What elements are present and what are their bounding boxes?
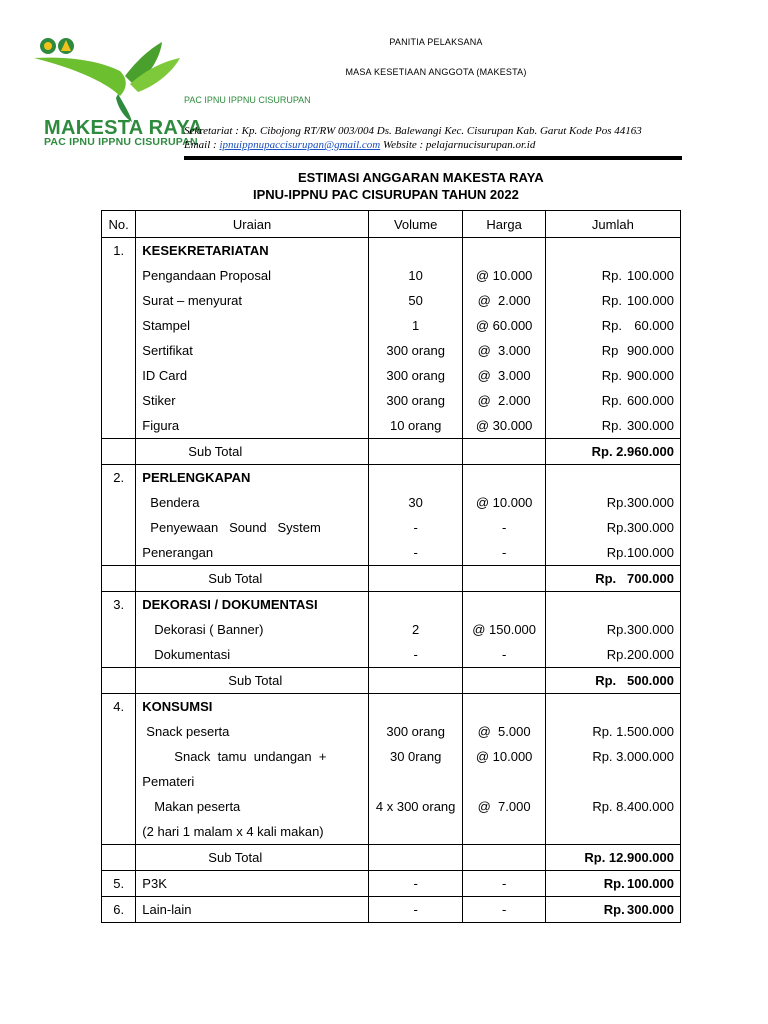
item-jumlah xyxy=(552,263,674,288)
item-jumlah xyxy=(552,515,674,540)
currency: Rp. xyxy=(603,876,625,891)
item-uraian: Figura xyxy=(142,418,180,433)
row-volume: - xyxy=(368,871,463,897)
email-label: Email : xyxy=(184,139,220,151)
row-lain-lain xyxy=(102,897,681,923)
currency: Rp xyxy=(601,343,619,358)
item-harga: @ 150.000 xyxy=(472,622,537,637)
item-volume: 30 xyxy=(408,495,423,510)
row-harga: - xyxy=(463,897,545,923)
section-number: 1. xyxy=(113,243,125,258)
subtotal-amount: Rp. 2.960.000 xyxy=(545,439,680,465)
item-volume: 2 xyxy=(412,622,420,637)
document-subtitle: IPNU-IPPNU PAC CISURUPAN TAHUN 2022 xyxy=(253,187,519,202)
currency: Rp. xyxy=(606,520,627,535)
amount: 300.000 xyxy=(627,495,674,510)
amount: 300.000 xyxy=(627,622,674,637)
item-volume: 4 x 300 orang xyxy=(375,799,456,814)
pac-label: PAC IPNU IPPNU CISURUPAN xyxy=(184,95,311,105)
item-volume: 300 orang xyxy=(386,368,445,383)
item-jumlah: Rp. 3.000.000 xyxy=(592,749,674,764)
currency: Rp. xyxy=(606,622,627,637)
item-harga: - xyxy=(501,647,507,662)
header-divider xyxy=(184,156,682,160)
currency: Rp. xyxy=(601,318,622,333)
currency: Rp. xyxy=(606,647,627,662)
item-harga: - xyxy=(501,520,507,535)
section-name: KESEKRETARIATAN xyxy=(142,243,269,258)
email-link[interactable]: ipnuippnupaccisurupan@gmail.com xyxy=(219,139,381,151)
section-name: PERLENGKAPAN xyxy=(142,470,251,485)
currency: Rp. xyxy=(601,368,622,383)
item-uraian: Penyewaan Sound System xyxy=(150,520,321,535)
amount: 900.000 xyxy=(627,343,674,358)
amount: 300.000 xyxy=(627,418,674,433)
item-volume: 300 orang xyxy=(386,393,445,408)
item-uraian-cont: (2 hari 1 malam x 4 kali makan) xyxy=(142,824,324,839)
item-volume: 10 xyxy=(408,268,423,283)
row-volume: - xyxy=(368,897,463,923)
item-harga: @ 5.000 xyxy=(477,724,531,739)
subtotal-amount: Rp. 700.000 xyxy=(545,566,680,592)
amount: 900.000 xyxy=(627,368,674,383)
amount: 60.000 xyxy=(634,318,674,333)
section-konsumsi xyxy=(102,694,681,845)
section-name: DEKORASI / DOKUMENTASI xyxy=(142,597,318,612)
section-dekorasi xyxy=(102,592,681,668)
currency: Rp. xyxy=(601,418,622,433)
org-line-1: PANITIA PELAKSANA xyxy=(389,37,483,47)
table-header-row xyxy=(102,211,681,238)
currency: Rp. xyxy=(603,902,625,917)
item-harga: @ 10.000 xyxy=(475,495,533,510)
item-volume: - xyxy=(413,647,418,662)
section-number: 4. xyxy=(113,699,125,714)
section-name: KONSUMSI xyxy=(142,699,213,714)
item-volume: 300 orang xyxy=(386,724,445,739)
item-uraian: Stiker xyxy=(142,393,176,408)
item-jumlah xyxy=(552,363,674,388)
item-harga: @ 2.000 xyxy=(477,293,531,308)
item-jumlah xyxy=(552,313,674,338)
budget-table xyxy=(101,210,681,923)
item-harga: @ 10.000 xyxy=(475,268,533,283)
item-jumlah xyxy=(552,288,674,313)
secretariat-address: Sekretariat : Kp. Cibojong RT/RW 003/004 Ds. Balewangi Kec. Cisurupan Kab. Garut Kode Pos 44163 xyxy=(184,125,642,137)
item-jumlah xyxy=(552,540,674,565)
logo-title: MAKESTA RAYA xyxy=(44,117,203,139)
amount: 300.000 xyxy=(627,902,674,917)
item-harga: @ 60.000 xyxy=(475,318,533,333)
item-uraian: Dokumentasi xyxy=(154,647,231,662)
item-jumlah: Rp. 8.400.000 xyxy=(592,799,674,814)
item-jumlah xyxy=(552,338,674,363)
item-jumlah xyxy=(552,617,674,642)
item-volume: 300 orang xyxy=(386,343,445,358)
item-volume: - xyxy=(413,520,418,535)
item-uraian: Sertifikat xyxy=(142,343,193,358)
row-jumlah xyxy=(552,897,674,922)
row-number: 5. xyxy=(102,871,136,897)
item-jumlah xyxy=(552,642,674,667)
item-jumlah xyxy=(552,388,674,413)
subtotal-label: Sub Total xyxy=(136,845,369,871)
amount: 200.000 xyxy=(627,647,674,662)
subtotal-amount: Rp. 12.900.000 xyxy=(545,845,680,871)
row-p3k xyxy=(102,871,681,897)
subtotal-row xyxy=(102,439,681,465)
row-number: 6. xyxy=(102,897,136,923)
item-harga: @ 7.000 xyxy=(477,799,531,814)
item-uraian: Pengandaan Proposal xyxy=(142,268,271,283)
section-perlengkapan xyxy=(102,465,681,566)
item-volume: 50 xyxy=(408,293,423,308)
logo-subtitle: PAC IPNU IPPNU CISURUPAN xyxy=(44,136,198,148)
item-harga: - xyxy=(501,545,507,560)
amount: 100.000 xyxy=(627,268,674,283)
website-text: Website : pelajarnucisurupan.or.id xyxy=(380,139,536,151)
amount: 100.000 xyxy=(627,876,674,891)
item-jumlah xyxy=(552,490,674,515)
header-uraian: Uraian xyxy=(136,211,369,238)
item-uraian: Surat – menyurat xyxy=(142,293,243,308)
item-uraian: Stampel xyxy=(142,318,190,333)
row-jumlah xyxy=(552,871,674,896)
section-number: 3. xyxy=(113,597,125,612)
subtotal-row xyxy=(102,566,681,592)
item-uraian: Bendera xyxy=(150,495,200,510)
item-jumlah: Rp. 1.500.000 xyxy=(592,724,674,739)
item-harga: @ 3.000 xyxy=(477,343,531,358)
header-volume: Volume xyxy=(368,211,463,238)
subtotal-row xyxy=(102,845,681,871)
subtotal-amount: Rp. 500.000 xyxy=(545,668,680,694)
header-harga: Harga xyxy=(463,211,545,238)
amount: 600.000 xyxy=(627,393,674,408)
amount: 100.000 xyxy=(627,293,674,308)
subtotal-label: Sub Total xyxy=(136,566,369,592)
item-uraian: Snack tamu undangan + xyxy=(174,749,327,764)
subtotal-label: Sub Total xyxy=(136,668,369,694)
item-uraian: Dekorasi ( Banner) xyxy=(154,622,264,637)
currency: Rp. xyxy=(606,495,627,510)
item-volume: 10 orang xyxy=(389,418,442,433)
item-uraian: ID Card xyxy=(142,368,188,383)
item-harga: @ 30.000 xyxy=(475,418,533,433)
item-uraian: Snack peserta xyxy=(146,724,230,739)
header-no: No. xyxy=(102,211,136,238)
item-uraian: Makan peserta xyxy=(154,799,241,814)
row-harga: - xyxy=(463,871,545,897)
currency: Rp. xyxy=(606,545,627,560)
item-uraian: Penerangan xyxy=(142,545,214,560)
document-title: ESTIMASI ANGGARAN MAKESTA RAYA xyxy=(298,170,544,185)
subtotal-row xyxy=(102,668,681,694)
subtotal-label: Sub Total xyxy=(136,439,369,465)
item-jumlah xyxy=(552,413,674,438)
amount: 300.000 xyxy=(627,520,674,535)
contact-line xyxy=(184,139,535,151)
currency: Rp. xyxy=(601,293,622,308)
section-number: 2. xyxy=(113,470,125,485)
org-line-2: MASA KESETIAAN ANGGOTA (MAKESTA) xyxy=(345,67,527,77)
item-volume: - xyxy=(413,545,418,560)
row-uraian: Lain-lain xyxy=(136,897,369,923)
item-uraian-cont: Pemateri xyxy=(142,774,195,789)
currency: Rp. xyxy=(601,268,622,283)
item-harga: @ 10.000 xyxy=(475,749,533,764)
item-volume: 30 0rang xyxy=(389,749,442,764)
amount: 100.000 xyxy=(627,545,674,560)
header-jumlah: Jumlah xyxy=(545,211,680,238)
item-harga: @ 3.000 xyxy=(477,368,531,383)
row-uraian: P3K xyxy=(136,871,369,897)
section-kesekretariatan xyxy=(102,238,681,439)
currency: Rp. xyxy=(601,393,622,408)
item-harga: @ 2.000 xyxy=(477,393,531,408)
item-volume: 1 xyxy=(412,318,420,333)
